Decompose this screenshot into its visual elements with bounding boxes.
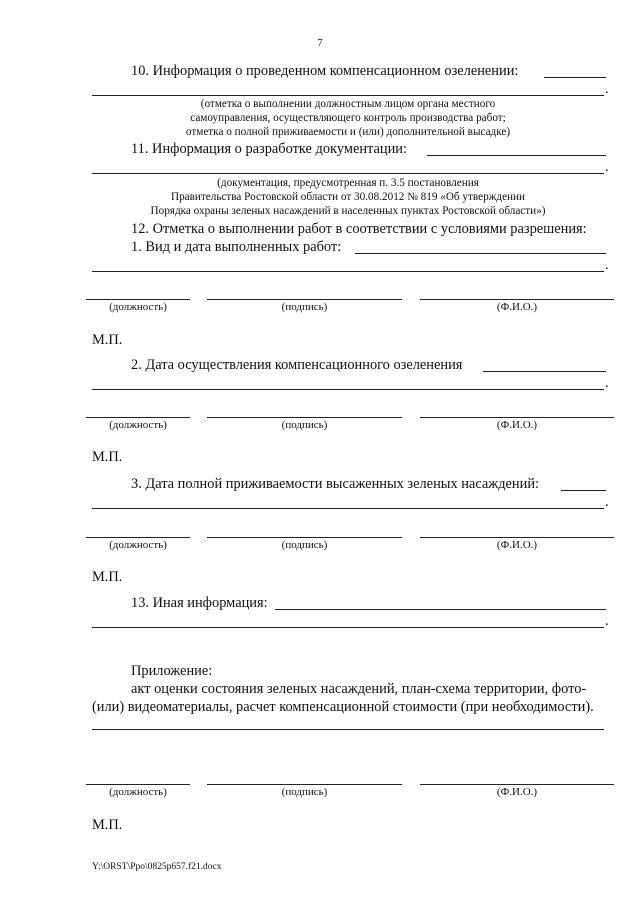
item11-fill-line <box>427 155 606 156</box>
item10-line <box>92 95 604 96</box>
item13-end-dot: . <box>605 613 609 629</box>
sig2-position-label: (должность) <box>109 419 167 431</box>
item11-note-3: Порядка охраны зеленых насаждений в населенных пунктах Ростовской области») <box>150 205 546 217</box>
item13-line <box>92 627 604 628</box>
item10-end-dot: . <box>605 81 609 97</box>
stamp-1: М.П. <box>92 332 123 348</box>
sig4-signature-label: (подпись) <box>281 786 328 798</box>
sig4-name-label: (Ф.И.О.) <box>496 786 538 798</box>
sig3-name-label: (Ф.И.О.) <box>496 539 538 551</box>
sig1-name-label: (Ф.И.О.) <box>496 301 538 313</box>
sig1-position-line <box>86 299 190 300</box>
sig2-position-line <box>86 417 190 418</box>
sig4-signature-line <box>207 784 402 785</box>
sig1-signature-line <box>207 299 402 300</box>
sig2-name-label: (Ф.И.О.) <box>496 419 538 431</box>
appendix-title: Приложение: <box>131 663 213 679</box>
item10-note-1: (отметка о выполнении должностным лицом органа местного <box>200 98 496 110</box>
item12-sub1-label: 1. Вид и дата выполненных работ: <box>131 239 342 255</box>
item11-end-dot: . <box>605 159 609 175</box>
sig3-position-label: (должность) <box>109 539 167 551</box>
sig3-name-line <box>420 537 614 538</box>
stamp-2: М.П. <box>92 449 123 465</box>
sig1-position-label: (должность) <box>109 301 167 313</box>
item13-label: 13. Иная информация: <box>131 595 268 611</box>
item11-label: 11. Информация о разработке документации: <box>131 141 407 157</box>
item11-note-2: Правительства Ростовской области от 30.08.2012 № 819 «Об утверждении <box>170 191 526 203</box>
sig4-name-line <box>420 784 614 785</box>
item12-sub1-line <box>92 271 604 272</box>
item10-note-3: отметка о полной приживаемости и (или) дополнительной высадке) <box>185 126 511 138</box>
sig2-signature-line <box>207 417 402 418</box>
item11-note-1: (документация, предусмотренная п. 3.5 постановления <box>217 177 479 189</box>
sig3-signature-label: (подпись) <box>281 539 328 551</box>
stamp-4: М.П. <box>92 817 123 833</box>
item11-line <box>92 173 604 174</box>
item12-sub2-end-dot: . <box>605 375 609 391</box>
sig1-name-line <box>420 299 614 300</box>
item12-sub3-fill-line <box>561 490 606 491</box>
item12-sub3-label: 3. Дата полной приживаемости высаженных зеленых насаждений: <box>131 476 540 492</box>
item12-sub2-fill-line <box>483 371 606 372</box>
sig3-position-line <box>86 537 190 538</box>
sig4-position-label: (должность) <box>109 786 167 798</box>
item12-label: 12. Отметка о выполнении работ в соответствии с условиями разрешения: <box>131 221 587 237</box>
appendix-line <box>92 729 604 730</box>
item12-sub1-fill-line <box>355 253 606 254</box>
sig3-signature-line <box>207 537 402 538</box>
item12-sub2-line <box>92 389 604 390</box>
footer-file-path: Y:\ORST\Ppo\0825p657.f21.docx <box>92 862 222 872</box>
sig2-signature-label: (подпись) <box>281 419 328 431</box>
page-number: 7 <box>317 37 323 49</box>
appendix-line-1: акт оценки состояния зеленых насаждений, план-схема территории, фото- <box>131 681 587 697</box>
sig4-position-line <box>86 784 190 785</box>
item10-note-2: самоуправления, осуществляющего контроль производства работ; <box>190 112 506 124</box>
item12-sub2-label: 2. Дата осуществления компенсационного озеленения <box>131 357 463 373</box>
appendix-line-2: (или) видеоматериалы, расчет компенсационной стоимости (при необходимости). <box>92 699 594 715</box>
sig1-signature-label: (подпись) <box>281 301 328 313</box>
item12-sub1-end-dot: . <box>605 257 609 273</box>
item10-fill-line <box>544 77 606 78</box>
item12-sub3-line <box>92 508 604 509</box>
stamp-3: М.П. <box>92 569 123 585</box>
sig2-name-line <box>420 417 614 418</box>
item12-sub3-end-dot: . <box>605 494 609 510</box>
item13-fill-line <box>275 609 606 610</box>
item10-label: 10. Информация о проведенном компенсационном озеленении: <box>131 63 519 79</box>
